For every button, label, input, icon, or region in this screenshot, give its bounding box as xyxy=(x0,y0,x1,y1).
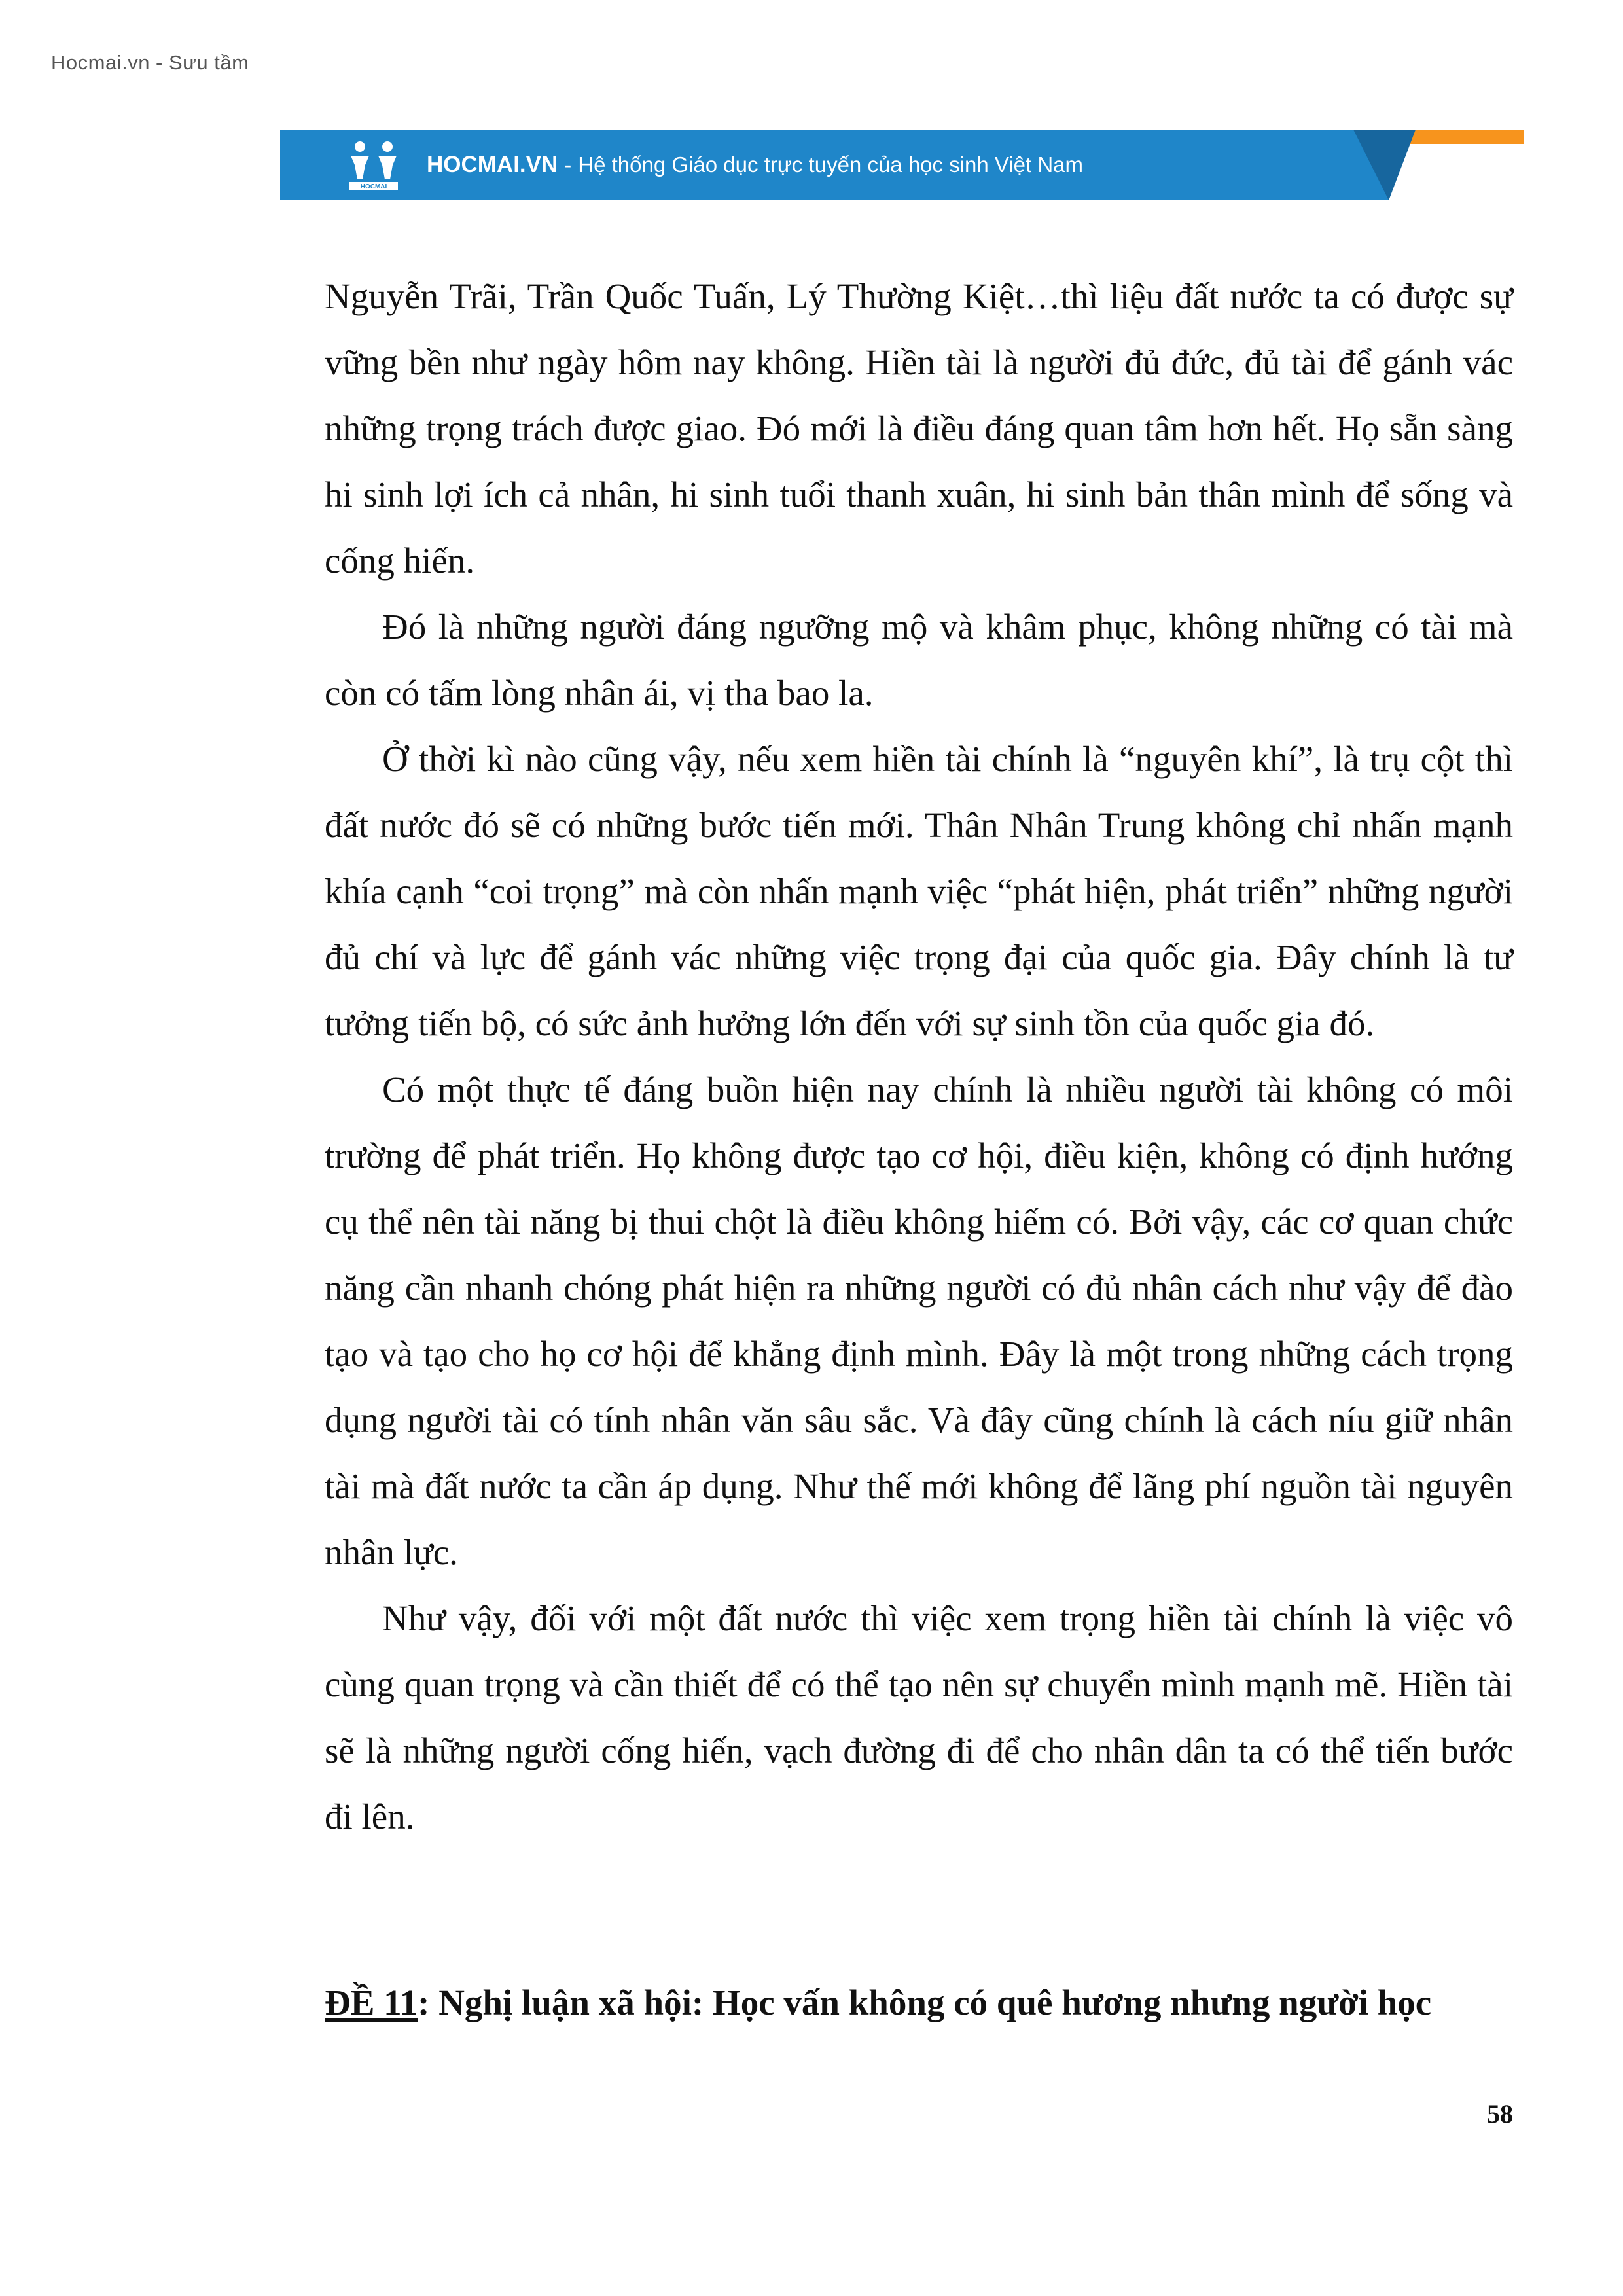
paragraph-3: Ở thời kì nào cũng vậy, nếu xem hiền tài chính là “nguyên khí”, là trụ cột thì đất nước đó sẽ có những bước tiến mới. Thân Nhân Trung không chỉ nhấn mạnh khía cạnh “coi trọng” mà còn nhấn mạnh việc “phát hiện, phát triển” những người đủ chí và lực để gánh vác những việc trọng đại của quốc gia. Đây chính là tư tưởng tiến bộ, có sức ảnh hưởng lớn đến với sự sinh tồn của quốc gia đó. xyxy=(325,739,1513,1043)
hocmai-logo xyxy=(346,139,402,192)
page-number: 58 xyxy=(1487,2099,1513,2128)
brand-tagline: Hệ thống Giáo dục trực tuyến của học sinh Việt Nam xyxy=(578,152,1084,177)
section-heading xyxy=(325,1982,1513,2023)
logo-caption: HOCMAI xyxy=(360,183,387,190)
section-label: ĐỀ 11 xyxy=(325,1982,418,2022)
paragraph-5: Như vậy, đối với một đất nước thì việc xem trọng hiền tài chính là việc vô cùng quan trọng và cần thiết để có thể tạo nên sự chuyển mình mạnh mẽ. Hiền tài sẽ là những người cống hiến, vạch đường đi để cho nhân dân ta có thể tiến bước đi lên. xyxy=(325,1598,1513,1837)
section-title: : Nghị luận xã hội: Học vấn không có quê hương nhưng người học xyxy=(418,1982,1432,2022)
paragraph-4: Có một thực tế đáng buồn hiện nay chính là nhiều người tài không có môi trường để phát triển. Họ không được tạo cơ hội, điều kiện, không có định hướng cụ thể nên tài năng bị thui chột là điều không hiếm có. Bởi vậy, các cơ quan chức năng cần nhanh chóng phát hiện ra những người có đủ nhân cách như vậy để đào tạo và tạo cho họ cơ hội để khẳng định mình. Đây là một trong những cách trọng dụng người tài có tính nhân văn sâu sắc. Và đây cũng chính là cách níu giữ nhân tài mà đất nước ta cần áp dụng. Như thế mới không để lãng phí nguồn tài nguyên nhân lực. xyxy=(325,1069,1513,1572)
header-brand-line xyxy=(427,152,1083,178)
header-banner xyxy=(280,130,1524,200)
brand-separator: - xyxy=(564,152,572,177)
brand-name: HOCMAI.VN xyxy=(427,152,558,177)
paragraph-1: Nguyễn Trãi, Trần Quốc Tuấn, Lý Thường Kiệt…thì liệu đất nước ta có được sự vững bền như ngày hôm nay không. Hiền tài là người đủ đức, đủ tài để gánh vác những trọng trách được giao. Đó mới là điều đáng quan tâm hơn hết. Họ sẵn sàng hi sinh lợi ích cả nhân, hi sinh tuổi thanh xuân, hi sinh bản thân mình để sống và cống hiến. xyxy=(325,276,1513,581)
paragraph-2: Đó là những người đáng ngưỡng mộ và khâm phục, không những có tài mà còn có tấm lòng nhân ái, vị tha bao la. xyxy=(325,607,1513,713)
source-note: Hocmai.vn - Sưu tầm xyxy=(51,51,249,74)
document-body xyxy=(325,263,1513,1850)
